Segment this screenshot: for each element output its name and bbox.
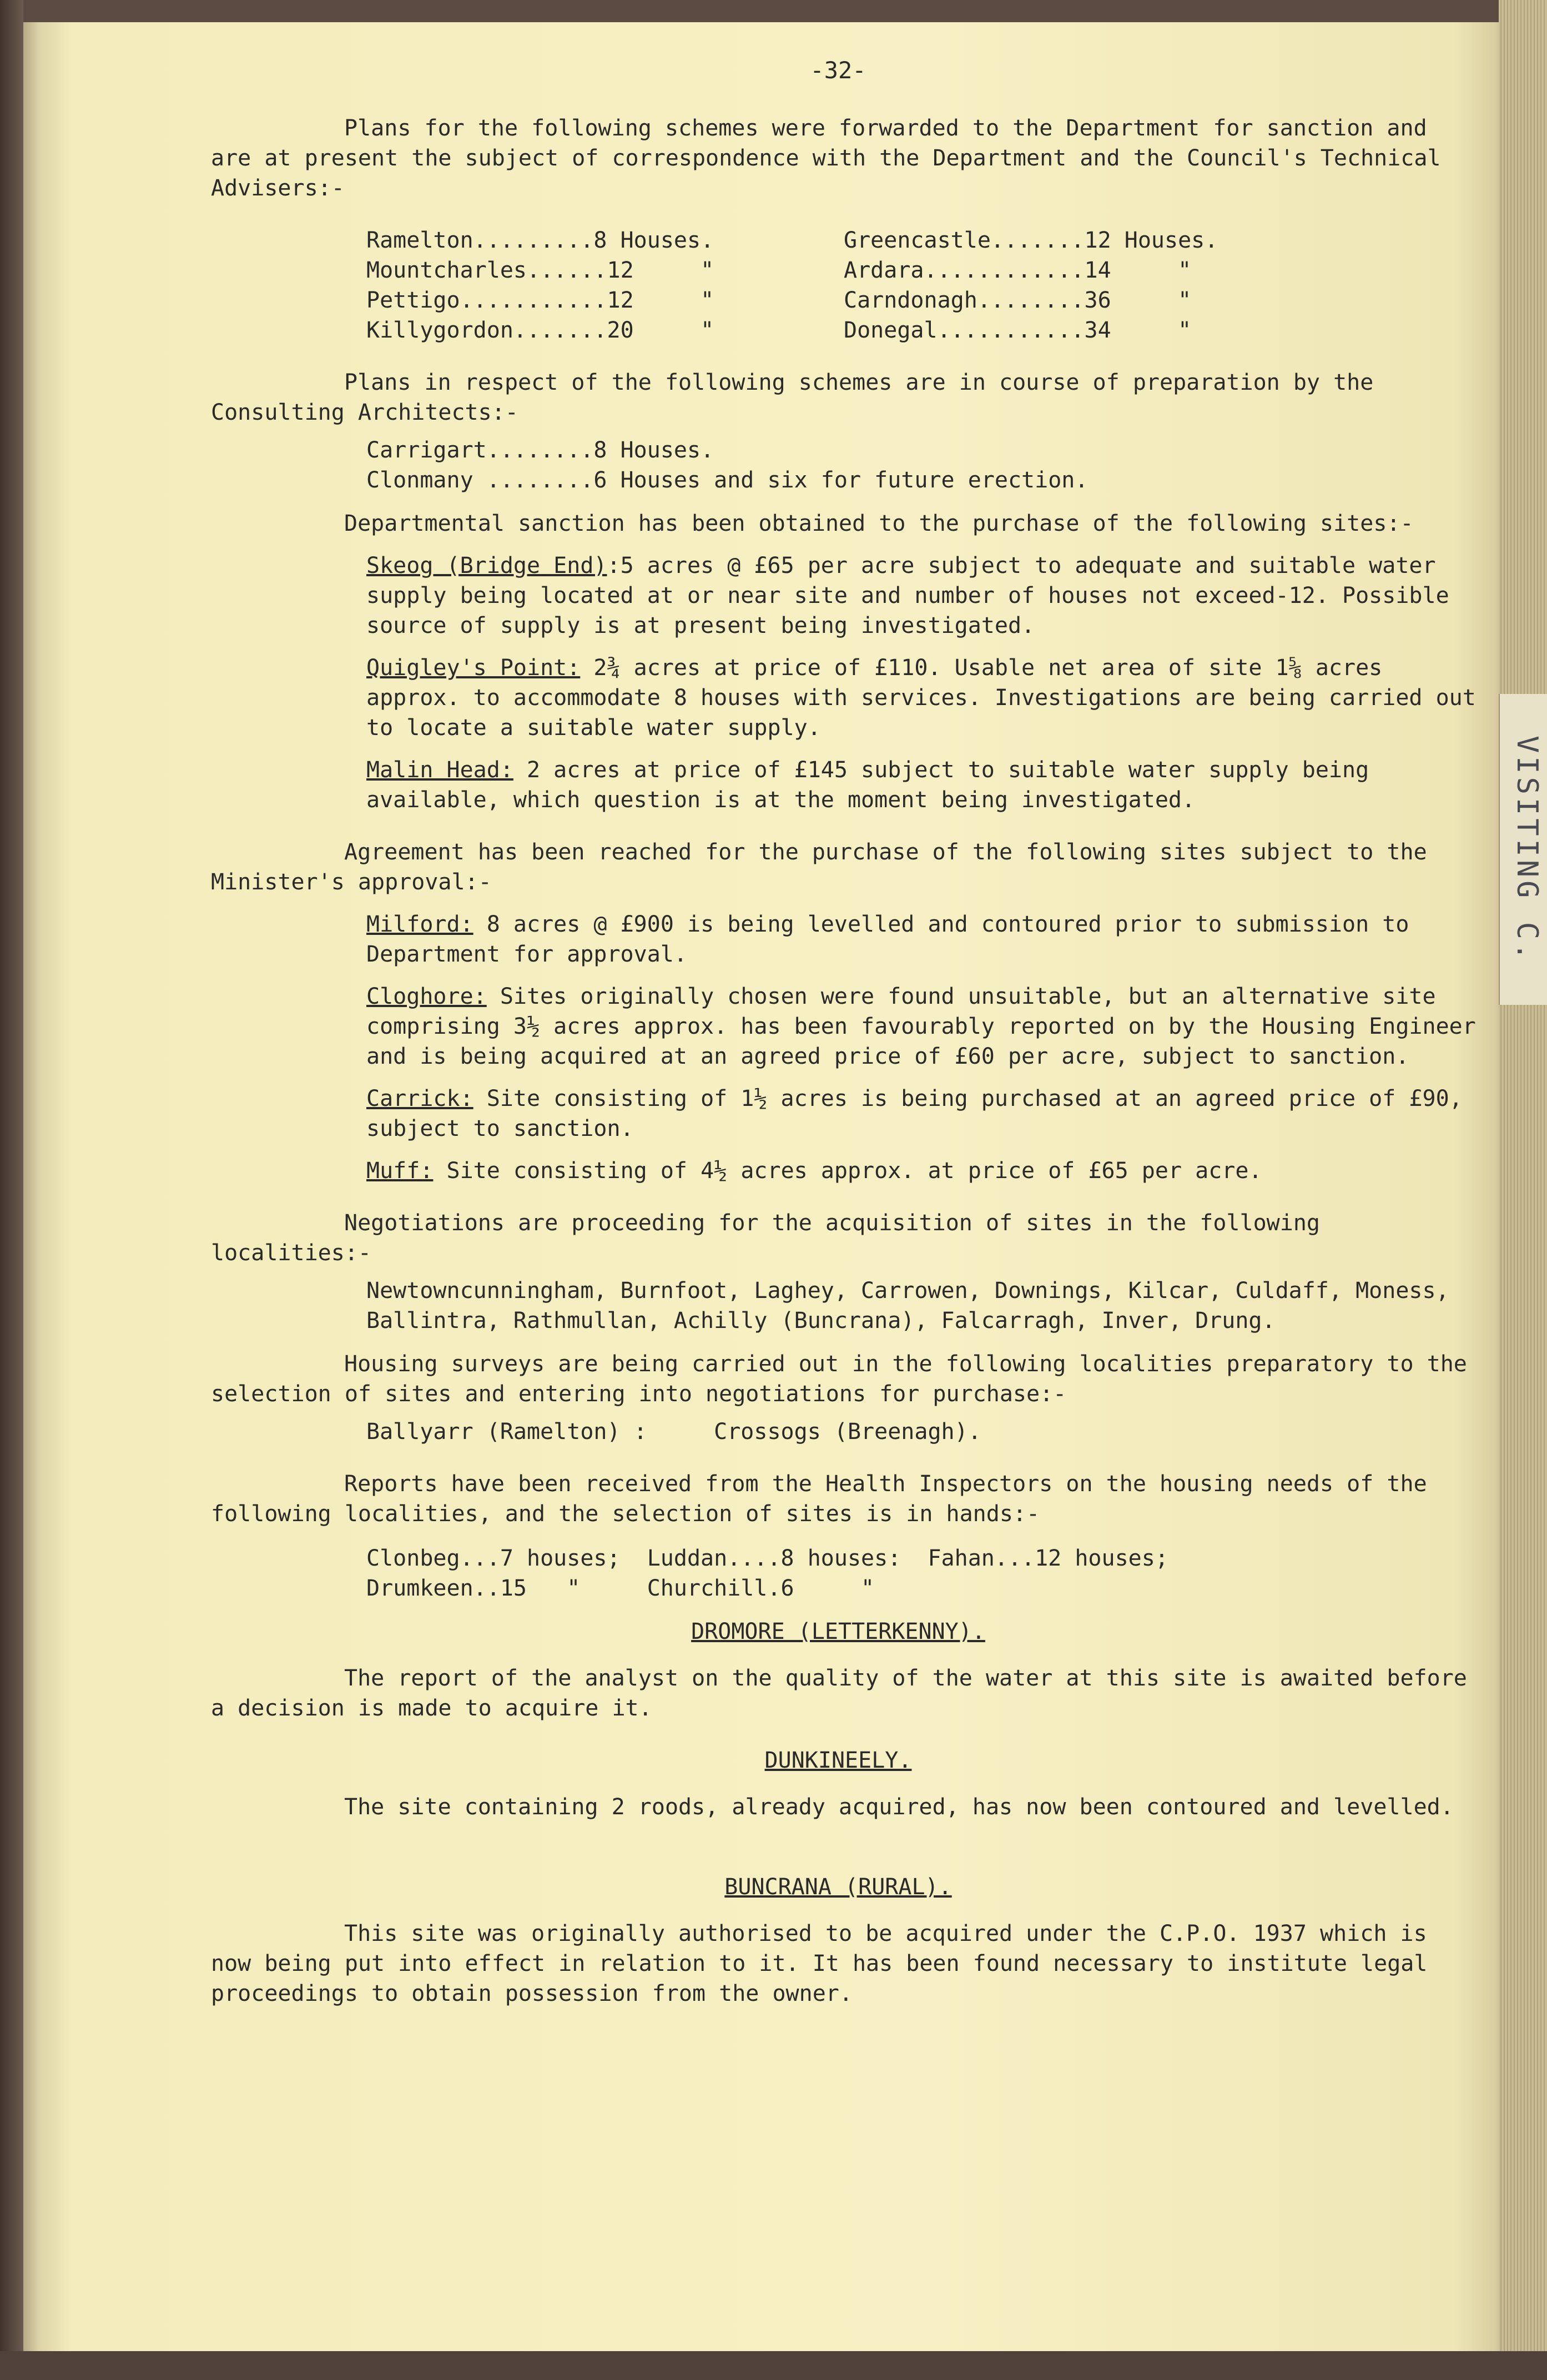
site-name: Skeog (Bridge End) bbox=[366, 553, 607, 578]
scheme-row: Mountcharles......12 " bbox=[366, 258, 714, 283]
sanction-paragraph: Departmental sanction has been obtained to the purchase of the following sites:- bbox=[344, 511, 1414, 536]
site-name: Quigley's Point: bbox=[366, 655, 581, 681]
reports-row: Clonbeg...7 houses; Luddan....8 houses: Fahan...12 houses; bbox=[366, 1546, 1168, 1571]
schemes-table bbox=[366, 225, 1477, 345]
scheme-row: Pettigo...........12 " bbox=[366, 288, 714, 313]
reports-paragraph: Reports have been received from the Health Inspectors on the housing needs of the following localities, and the selection of sites is in hands:- bbox=[211, 1471, 1427, 1527]
surveys-list: Ballyarr (Ramelton) : Crossogs (Breenagh). bbox=[366, 1419, 981, 1445]
architect-row: Carrigart........8 Houses. bbox=[366, 437, 714, 463]
site-entry bbox=[366, 1156, 1477, 1186]
site-text: Site consisting of 4½ acres approx. at price of £65 per acre. bbox=[446, 1158, 1262, 1184]
site-text: 2¾ acres at price of £110. Usable net area of site 1⅝ acres approx. to accommodate 8 houses with services. Investigations are being carried out to locate a suitable water supply. bbox=[366, 655, 1476, 741]
intro-paragraph: Plans for the following schemes were forwarded to the Department for sanction and are at present the subject of correspondence with the Department and the Council's Technical Advisers:- bbox=[211, 115, 1441, 201]
section-heading: DROMORE (LETTERKENNY). bbox=[691, 1619, 985, 1644]
site-text: 8 acres @ £900 is being levelled and contoured prior to submission to Department for approval. bbox=[366, 912, 1409, 967]
reports-list bbox=[366, 1543, 1477, 1603]
site-entry: Skeog (Bridge End):5 acres @ £65 per acre subject to adequate and suitable water supply being located at or near site and number of houses not exceed-12. Possible source of supply is at present being investigated. bbox=[366, 553, 1449, 638]
page-edges bbox=[1499, 0, 1547, 2380]
surveys-paragraph: Housing surveys are being carried out in the following localities preparatory to the selection of sites and entering into negotiations for purchase:- bbox=[211, 1351, 1467, 1407]
site-entry bbox=[366, 909, 1477, 969]
scan-top-edge bbox=[0, 0, 1547, 22]
negotiations-list: Newtowncunningham, Burnfoot, Laghey, Carrowen, Downings, Kilcar, Culdaff, Moness, Ballintra, Rathmullan, Achilly (Buncrana), Falcarragh, Inver, Drung. bbox=[366, 1278, 1449, 1334]
scheme-row: Donegal...........34 " bbox=[844, 318, 1192, 343]
architects-list bbox=[366, 435, 1477, 495]
site-text: 5 acres @ £65 per acre subject to adequate and suitable water supply being located at or near site and number of houses not exceed-12. Possible source of supply is at present being investigated. bbox=[366, 553, 1449, 638]
section-paragraph: This site was originally authorised to be acquired under the C.P.O. 1937 which is now being put into effect in relation to it. It has been found necessary to institute legal proceedings to obtain possession from the owner. bbox=[211, 1921, 1428, 2006]
site-name: Malin Head: bbox=[366, 757, 513, 783]
site-entry bbox=[366, 755, 1477, 815]
scan-bottom-edge bbox=[0, 2351, 1547, 2380]
site-entry bbox=[366, 1084, 1477, 1144]
scheme-row: Killygordon.......20 " bbox=[366, 318, 714, 343]
architects-paragraph: Plans in respect of the following schemes are in course of preparation by the Consulting Architects:- bbox=[211, 370, 1374, 425]
schemes-right-column bbox=[844, 225, 1321, 345]
side-tab-label: VISITING C. bbox=[1510, 735, 1544, 964]
section-paragraph: The report of the analyst on the quality of the water at this site is awaited before a decision is made to acquire it. bbox=[211, 1666, 1467, 1721]
scheme-row: Ramelton.........8 Houses. bbox=[366, 228, 714, 253]
section-paragraph: The site containing 2 roods, already acquired, has now been contoured and levelled. bbox=[344, 1794, 1454, 1820]
architect-row: Clonmany ........6 Houses and six for future erection. bbox=[366, 467, 1089, 493]
section-heading: BUNCRANA (RURAL). bbox=[724, 1874, 952, 1900]
site-entry bbox=[366, 653, 1477, 743]
site-text: Sites originally chosen were found unsuitable, but an alternative site comprising 3½ acres approx. has been favourably reported on by the Housing Engineer and is being acquired at an agreed price of £60 per acre, subject to sanction. bbox=[366, 984, 1476, 1069]
scheme-row: Ardara............14 " bbox=[844, 258, 1192, 283]
agreement-paragraph: Agreement has been reached for the purchase of the following sites subject to the Minister's approval:- bbox=[211, 839, 1427, 895]
section-heading: DUNKINEELY. bbox=[764, 1748, 912, 1773]
site-name: Muff: bbox=[366, 1158, 434, 1184]
site-text: Site consisting of 1½ acres is being purchased at an agreed price of £90, subject to sanction. bbox=[366, 1086, 1463, 1141]
site-entry bbox=[366, 982, 1477, 1071]
site-name: Cloghore: bbox=[366, 984, 487, 1009]
schemes-left-column bbox=[366, 225, 844, 345]
page-number: -32- bbox=[810, 57, 866, 84]
site-name: Milford: bbox=[366, 912, 473, 937]
site-name: Carrick: bbox=[366, 1086, 473, 1111]
scheme-row: Greencastle.......12 Houses. bbox=[844, 228, 1218, 253]
reports-row: Drumkeen..15 " Churchill.6 " bbox=[366, 1576, 875, 1601]
negotiations-paragraph: Negotiations are proceeding for the acquisition of sites in the following localities:- bbox=[211, 1210, 1320, 1266]
scheme-row: Carndonagh........36 " bbox=[844, 288, 1192, 313]
book-gutter bbox=[0, 0, 23, 2380]
site-text: 2 acres at price of £145 subject to suitable water supply being available, which question is at the moment being investigated. bbox=[366, 757, 1369, 813]
document-body bbox=[200, 44, 1477, 2009]
